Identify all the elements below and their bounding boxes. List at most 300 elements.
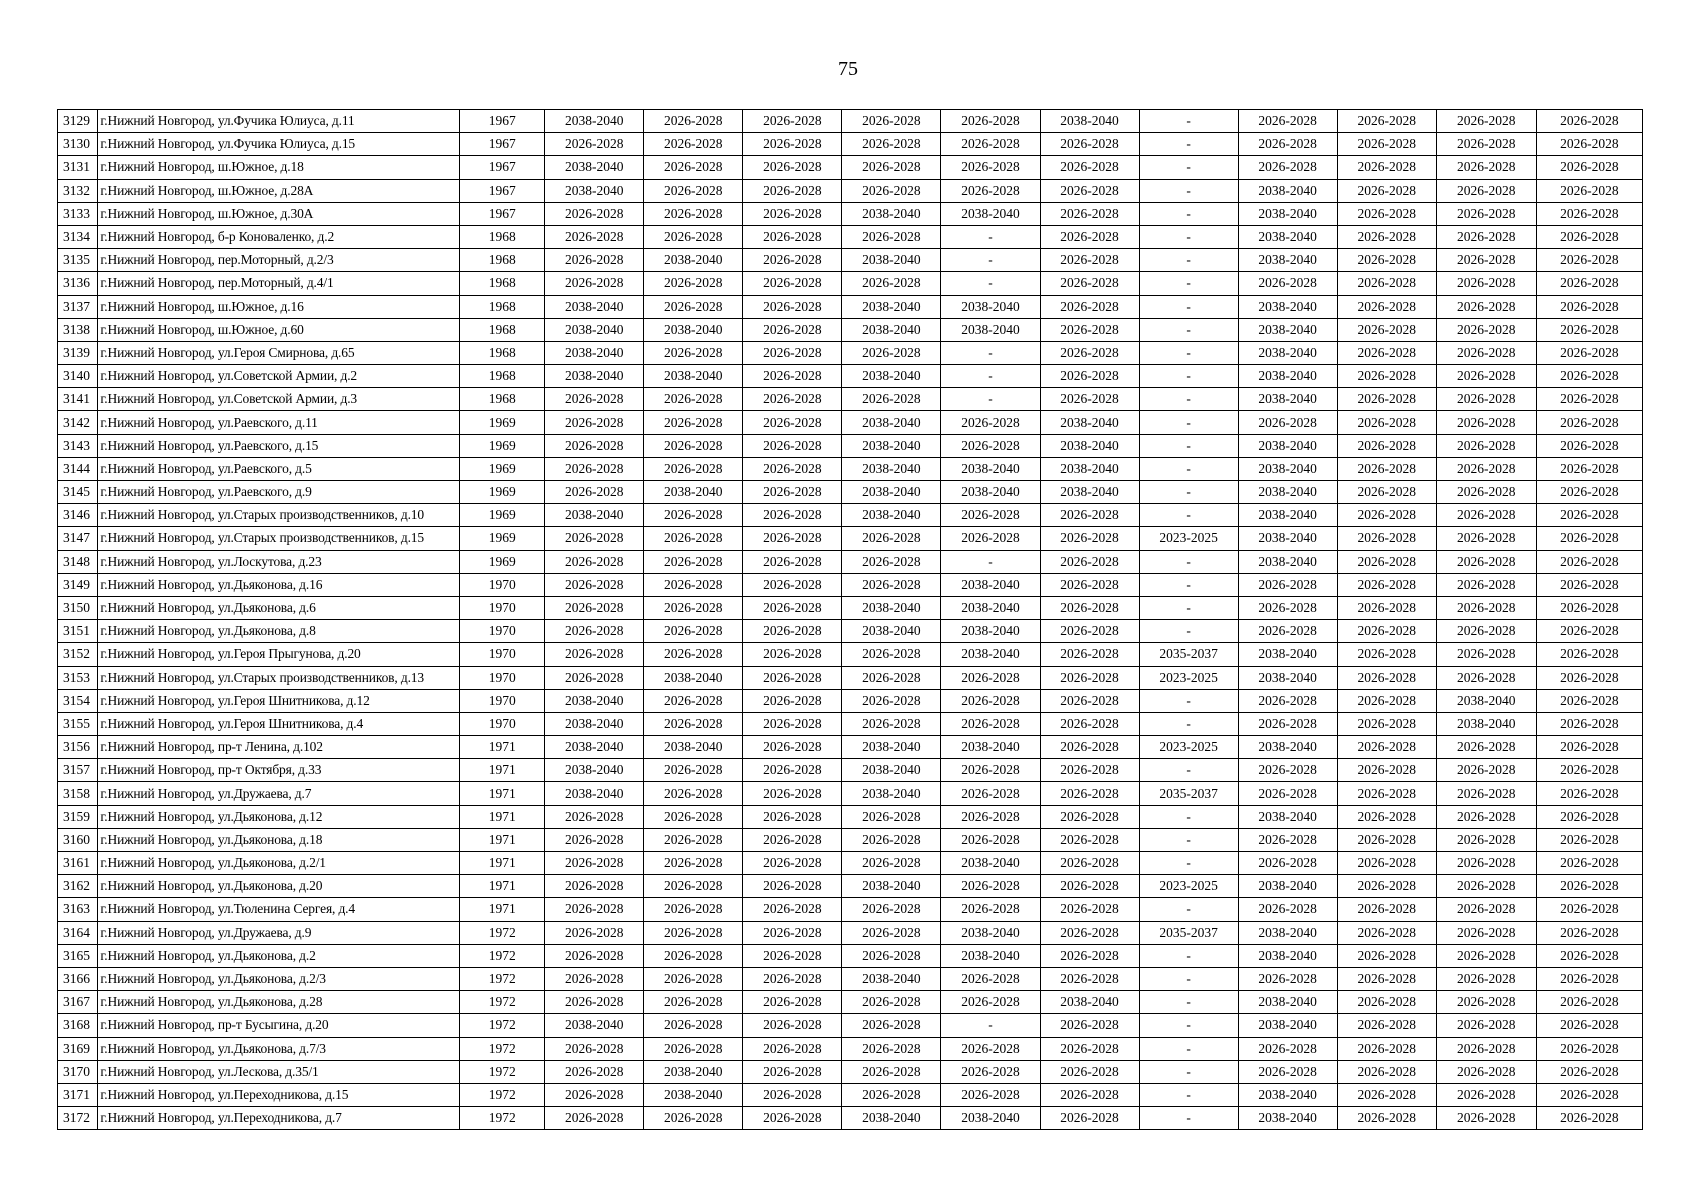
address-cell: г.Нижний Новгород, ш.Южное, д.30А bbox=[98, 202, 460, 225]
row-number-cell: 3134 bbox=[58, 225, 98, 248]
repair-period-cell: 2026-2028 bbox=[545, 596, 644, 619]
repair-period-cell: 2026-2028 bbox=[1536, 550, 1642, 573]
row-number-cell: 3168 bbox=[58, 1014, 98, 1037]
address-cell: г.Нижний Новгород, ул.Старых производственников, д.15 bbox=[98, 527, 460, 550]
row-number-cell: 3144 bbox=[58, 457, 98, 480]
repair-period-cell: 2026-2028 bbox=[743, 272, 842, 295]
repair-period-cell: 2038-2040 bbox=[644, 365, 743, 388]
repair-period-cell: 2026-2028 bbox=[743, 225, 842, 248]
repair-period-cell: 2038-2040 bbox=[941, 921, 1040, 944]
repair-period-cell: 2026-2028 bbox=[743, 620, 842, 643]
year-built-cell: 1972 bbox=[460, 944, 545, 967]
repair-period-cell: 2026-2028 bbox=[644, 944, 743, 967]
year-built-cell: 1972 bbox=[460, 1083, 545, 1106]
repair-period-cell: - bbox=[1139, 388, 1238, 411]
repair-period-cell: 2038-2040 bbox=[1238, 875, 1337, 898]
repair-period-cell: 2038-2040 bbox=[1238, 457, 1337, 480]
repair-period-cell: 2026-2028 bbox=[1238, 852, 1337, 875]
repair-period-cell: 2026-2028 bbox=[644, 898, 743, 921]
repair-period-cell: 2026-2028 bbox=[644, 643, 743, 666]
address-cell: г.Нижний Новгород, пер.Моторный, д.2/3 bbox=[98, 249, 460, 272]
repair-period-cell: 2026-2028 bbox=[1040, 272, 1139, 295]
repair-period-cell: 2026-2028 bbox=[1536, 481, 1642, 504]
year-built-cell: 1971 bbox=[460, 736, 545, 759]
repair-period-cell: 2026-2028 bbox=[1337, 1014, 1436, 1037]
repair-period-cell: 2026-2028 bbox=[743, 110, 842, 133]
repair-period-cell: 2026-2028 bbox=[941, 805, 1040, 828]
repair-period-cell: - bbox=[1139, 365, 1238, 388]
repair-period-cell: 2026-2028 bbox=[842, 828, 941, 851]
repair-period-cell: 2026-2028 bbox=[1040, 1014, 1139, 1037]
repair-period-cell: - bbox=[1139, 481, 1238, 504]
repair-period-cell: 2026-2028 bbox=[644, 967, 743, 990]
address-cell: г.Нижний Новгород, ул.Лескова, д.35/1 bbox=[98, 1060, 460, 1083]
repair-period-cell: 2026-2028 bbox=[1337, 1060, 1436, 1083]
repair-period-cell: 2026-2028 bbox=[1040, 875, 1139, 898]
repair-period-cell: 2038-2040 bbox=[941, 736, 1040, 759]
row-number-cell: 3141 bbox=[58, 388, 98, 411]
repair-period-cell: - bbox=[1139, 411, 1238, 434]
repair-period-cell: 2026-2028 bbox=[842, 179, 941, 202]
repair-period-cell: 2026-2028 bbox=[1040, 852, 1139, 875]
repair-period-cell: 2026-2028 bbox=[842, 156, 941, 179]
year-built-cell: 1968 bbox=[460, 388, 545, 411]
repair-period-cell: 2026-2028 bbox=[842, 341, 941, 364]
repair-period-cell: 2026-2028 bbox=[1436, 434, 1536, 457]
repair-period-cell: 2026-2028 bbox=[1040, 504, 1139, 527]
repair-period-cell: 2026-2028 bbox=[1040, 921, 1139, 944]
repair-period-cell: 2026-2028 bbox=[545, 828, 644, 851]
repair-period-cell: 2038-2040 bbox=[1238, 365, 1337, 388]
address-cell: г.Нижний Новгород, б-р Коноваленко, д.2 bbox=[98, 225, 460, 248]
repair-period-cell: 2026-2028 bbox=[1238, 898, 1337, 921]
repair-period-cell: 2026-2028 bbox=[1337, 875, 1436, 898]
repair-period-cell: 2038-2040 bbox=[1238, 1107, 1337, 1130]
address-cell: г.Нижний Новгород, ул.Героя Прыгунова, д.20 bbox=[98, 643, 460, 666]
address-cell: г.Нижний Новгород, ул.Дьяконова, д.20 bbox=[98, 875, 460, 898]
address-cell: г.Нижний Новгород, ул.Дьяконова, д.7/3 bbox=[98, 1037, 460, 1060]
repair-period-cell: 2026-2028 bbox=[545, 133, 644, 156]
year-built-cell: 1971 bbox=[460, 898, 545, 921]
repair-period-cell: 2026-2028 bbox=[743, 921, 842, 944]
repair-period-cell: 2026-2028 bbox=[842, 527, 941, 550]
year-built-cell: 1972 bbox=[460, 1014, 545, 1037]
row-number-cell: 3148 bbox=[58, 550, 98, 573]
repair-period-cell: 2026-2028 bbox=[1536, 967, 1642, 990]
repair-period-cell: 2026-2028 bbox=[644, 411, 743, 434]
repair-period-cell: 2026-2028 bbox=[1337, 434, 1436, 457]
repair-period-cell: 2038-2040 bbox=[1238, 527, 1337, 550]
table-row bbox=[58, 411, 1643, 434]
repair-period-cell: 2026-2028 bbox=[743, 782, 842, 805]
table-row bbox=[58, 156, 1643, 179]
repair-period-cell: - bbox=[1139, 898, 1238, 921]
address-cell: г.Нижний Новгород, ул.Дьяконова, д.18 bbox=[98, 828, 460, 851]
repair-period-cell: 2035-2037 bbox=[1139, 643, 1238, 666]
repair-period-cell: 2026-2028 bbox=[545, 481, 644, 504]
repair-period-cell: 2026-2028 bbox=[1337, 828, 1436, 851]
table-row bbox=[58, 573, 1643, 596]
repair-period-cell: 2026-2028 bbox=[941, 875, 1040, 898]
repair-period-cell: 2026-2028 bbox=[1436, 295, 1536, 318]
row-number-cell: 3151 bbox=[58, 620, 98, 643]
address-cell: г.Нижний Новгород, ш.Южное, д.18 bbox=[98, 156, 460, 179]
repair-period-cell: 2026-2028 bbox=[842, 110, 941, 133]
repair-period-cell: 2026-2028 bbox=[1536, 852, 1642, 875]
repair-period-cell: 2026-2028 bbox=[545, 898, 644, 921]
repair-period-cell: 2026-2028 bbox=[1436, 967, 1536, 990]
repair-period-cell: 2026-2028 bbox=[743, 736, 842, 759]
repair-period-cell: 2026-2028 bbox=[1536, 712, 1642, 735]
repair-period-cell: 2026-2028 bbox=[545, 411, 644, 434]
repair-period-cell: 2026-2028 bbox=[545, 991, 644, 1014]
repair-period-cell: - bbox=[1139, 202, 1238, 225]
repair-period-cell: 2026-2028 bbox=[1436, 550, 1536, 573]
repair-period-cell: 2026-2028 bbox=[1337, 225, 1436, 248]
repair-period-cell: 2038-2040 bbox=[1238, 225, 1337, 248]
repair-period-cell: - bbox=[1139, 1060, 1238, 1083]
repair-period-cell: 2026-2028 bbox=[743, 759, 842, 782]
repair-period-cell: 2026-2028 bbox=[1337, 643, 1436, 666]
repair-period-cell: 2026-2028 bbox=[1337, 249, 1436, 272]
repair-period-cell: 2026-2028 bbox=[1436, 898, 1536, 921]
repair-period-cell: 2026-2028 bbox=[842, 805, 941, 828]
row-number-cell: 3140 bbox=[58, 365, 98, 388]
address-cell: г.Нижний Новгород, ул.Героя Шнитникова, д.4 bbox=[98, 712, 460, 735]
repair-period-cell: 2026-2028 bbox=[1436, 110, 1536, 133]
repair-period-cell: 2026-2028 bbox=[1436, 944, 1536, 967]
repair-period-cell: 2026-2028 bbox=[1536, 504, 1642, 527]
repair-period-cell: 2026-2028 bbox=[1238, 828, 1337, 851]
repair-period-cell: - bbox=[1139, 133, 1238, 156]
repair-period-cell: 2038-2040 bbox=[842, 736, 941, 759]
row-number-cell: 3162 bbox=[58, 875, 98, 898]
year-built-cell: 1970 bbox=[460, 712, 545, 735]
repair-period-cell: 2026-2028 bbox=[644, 1037, 743, 1060]
repair-period-cell: - bbox=[1139, 805, 1238, 828]
repair-period-cell: 2026-2028 bbox=[743, 1083, 842, 1106]
repair-period-cell: 2026-2028 bbox=[1040, 782, 1139, 805]
address-cell: г.Нижний Новгород, ул.Дьяконова, д.2/1 bbox=[98, 852, 460, 875]
repair-period-cell: 2026-2028 bbox=[1337, 712, 1436, 735]
repair-period-cell: 2026-2028 bbox=[644, 620, 743, 643]
address-cell: г.Нижний Новгород, ул.Старых производственников, д.10 bbox=[98, 504, 460, 527]
repair-period-cell: 2026-2028 bbox=[1536, 156, 1642, 179]
repair-period-cell: 2026-2028 bbox=[1040, 225, 1139, 248]
repair-period-cell: 2026-2028 bbox=[1536, 1014, 1642, 1037]
repair-period-cell: 2038-2040 bbox=[1040, 457, 1139, 480]
repair-period-cell: 2026-2028 bbox=[545, 225, 644, 248]
repair-period-cell: 2026-2028 bbox=[1040, 805, 1139, 828]
year-built-cell: 1968 bbox=[460, 341, 545, 364]
row-number-cell: 3137 bbox=[58, 295, 98, 318]
repair-period-cell: 2038-2040 bbox=[842, 875, 941, 898]
repair-period-cell: 2038-2040 bbox=[1238, 179, 1337, 202]
repair-period-cell: 2038-2040 bbox=[941, 596, 1040, 619]
repair-period-cell: 2026-2028 bbox=[842, 1037, 941, 1060]
year-built-cell: 1970 bbox=[460, 689, 545, 712]
repair-period-cell: 2026-2028 bbox=[1436, 318, 1536, 341]
year-built-cell: 1971 bbox=[460, 782, 545, 805]
repair-period-cell: 2026-2028 bbox=[644, 782, 743, 805]
repair-period-cell: 2026-2028 bbox=[743, 991, 842, 1014]
repair-period-cell: 2026-2028 bbox=[1040, 944, 1139, 967]
table-body bbox=[58, 110, 1643, 1130]
repair-period-cell: 2026-2028 bbox=[941, 527, 1040, 550]
repair-period-cell: 2038-2040 bbox=[545, 689, 644, 712]
year-built-cell: 1969 bbox=[460, 434, 545, 457]
repair-period-cell: 2026-2028 bbox=[644, 457, 743, 480]
repair-period-cell: 2026-2028 bbox=[743, 295, 842, 318]
repair-period-cell: 2026-2028 bbox=[1436, 527, 1536, 550]
repair-period-cell: 2026-2028 bbox=[1436, 759, 1536, 782]
year-built-cell: 1971 bbox=[460, 805, 545, 828]
repair-period-cell: 2026-2028 bbox=[743, 341, 842, 364]
year-built-cell: 1969 bbox=[460, 411, 545, 434]
address-cell: г.Нижний Новгород, ул.Дьяконова, д.12 bbox=[98, 805, 460, 828]
repair-period-cell: 2026-2028 bbox=[1040, 643, 1139, 666]
repair-period-cell: 2026-2028 bbox=[1040, 179, 1139, 202]
year-built-cell: 1969 bbox=[460, 527, 545, 550]
repair-period-cell: 2026-2028 bbox=[842, 921, 941, 944]
repair-period-cell: 2026-2028 bbox=[743, 666, 842, 689]
repair-period-cell: 2038-2040 bbox=[1238, 666, 1337, 689]
repair-period-cell: 2026-2028 bbox=[545, 944, 644, 967]
repair-period-cell: 2026-2028 bbox=[1040, 295, 1139, 318]
repair-period-cell: - bbox=[941, 225, 1040, 248]
table-row bbox=[58, 875, 1643, 898]
repair-period-cell: 2026-2028 bbox=[1337, 736, 1436, 759]
repair-period-cell: 2026-2028 bbox=[644, 852, 743, 875]
repair-period-cell: 2026-2028 bbox=[941, 828, 1040, 851]
repair-period-cell: 2026-2028 bbox=[743, 944, 842, 967]
repair-period-cell: 2023-2025 bbox=[1139, 527, 1238, 550]
repair-period-cell: 2023-2025 bbox=[1139, 875, 1238, 898]
repair-period-cell: 2026-2028 bbox=[941, 411, 1040, 434]
repair-period-cell: 2026-2028 bbox=[545, 1037, 644, 1060]
repair-period-cell: 2026-2028 bbox=[1436, 481, 1536, 504]
repair-period-cell: 2038-2040 bbox=[1238, 341, 1337, 364]
year-built-cell: 1969 bbox=[460, 481, 545, 504]
repair-period-cell: 2026-2028 bbox=[644, 550, 743, 573]
table-row bbox=[58, 457, 1643, 480]
repair-period-cell: 2026-2028 bbox=[743, 573, 842, 596]
repair-period-cell: 2026-2028 bbox=[1040, 249, 1139, 272]
repair-period-cell: 2026-2028 bbox=[842, 1014, 941, 1037]
repair-period-cell: 2026-2028 bbox=[1337, 573, 1436, 596]
repair-period-cell: 2026-2028 bbox=[842, 272, 941, 295]
repair-period-cell: 2038-2040 bbox=[842, 1107, 941, 1130]
repair-period-cell: 2026-2028 bbox=[1436, 596, 1536, 619]
repair-period-cell: 2026-2028 bbox=[1337, 272, 1436, 295]
repair-period-cell: 2026-2028 bbox=[743, 504, 842, 527]
repair-period-cell: 2026-2028 bbox=[1436, 411, 1536, 434]
repair-period-cell: 2026-2028 bbox=[1436, 457, 1536, 480]
table-row bbox=[58, 712, 1643, 735]
repair-period-cell: - bbox=[1139, 156, 1238, 179]
repair-period-cell: - bbox=[1139, 295, 1238, 318]
repair-period-cell: 2026-2028 bbox=[1040, 1083, 1139, 1106]
repair-period-cell: 2026-2028 bbox=[1436, 620, 1536, 643]
table-row bbox=[58, 550, 1643, 573]
repair-period-cell: 2026-2028 bbox=[545, 643, 644, 666]
address-cell: г.Нижний Новгород, пр-т Бусыгина, д.20 bbox=[98, 1014, 460, 1037]
repair-period-cell: 2026-2028 bbox=[1040, 527, 1139, 550]
row-number-cell: 3159 bbox=[58, 805, 98, 828]
repair-period-cell: 2026-2028 bbox=[545, 457, 644, 480]
row-number-cell: 3165 bbox=[58, 944, 98, 967]
repair-period-cell: 2026-2028 bbox=[743, 1107, 842, 1130]
address-cell: г.Нижний Новгород, ул.Советской Армии, д.3 bbox=[98, 388, 460, 411]
year-built-cell: 1970 bbox=[460, 643, 545, 666]
repair-period-cell: 2026-2028 bbox=[1536, 249, 1642, 272]
repair-period-cell: 2026-2028 bbox=[1337, 411, 1436, 434]
repair-period-cell: 2026-2028 bbox=[1436, 1107, 1536, 1130]
repair-period-cell: 2026-2028 bbox=[1337, 504, 1436, 527]
year-built-cell: 1968 bbox=[460, 225, 545, 248]
repair-period-cell: 2026-2028 bbox=[545, 202, 644, 225]
repair-period-cell: 2026-2028 bbox=[644, 133, 743, 156]
repair-period-cell: 2026-2028 bbox=[842, 1083, 941, 1106]
repair-period-cell: 2026-2028 bbox=[842, 712, 941, 735]
row-number-cell: 3171 bbox=[58, 1083, 98, 1106]
repair-period-cell: 2038-2040 bbox=[545, 759, 644, 782]
repair-period-cell: 2026-2028 bbox=[1337, 156, 1436, 179]
repair-period-cell: - bbox=[1139, 110, 1238, 133]
repair-period-cell: 2026-2028 bbox=[1337, 365, 1436, 388]
repair-period-cell: 2038-2040 bbox=[842, 782, 941, 805]
repair-period-cell: 2038-2040 bbox=[1040, 110, 1139, 133]
row-number-cell: 3129 bbox=[58, 110, 98, 133]
repair-period-cell: 2026-2028 bbox=[1238, 712, 1337, 735]
repair-period-cell: - bbox=[1139, 573, 1238, 596]
row-number-cell: 3133 bbox=[58, 202, 98, 225]
repair-period-cell: - bbox=[1139, 1014, 1238, 1037]
row-number-cell: 3153 bbox=[58, 666, 98, 689]
repair-period-cell: 2026-2028 bbox=[1040, 133, 1139, 156]
address-cell: г.Нижний Новгород, ул.Дьяконова, д.6 bbox=[98, 596, 460, 619]
repair-period-cell: 2026-2028 bbox=[644, 295, 743, 318]
table-row bbox=[58, 388, 1643, 411]
repair-period-cell: 2026-2028 bbox=[1040, 1060, 1139, 1083]
row-number-cell: 3135 bbox=[58, 249, 98, 272]
repair-period-cell: 2026-2028 bbox=[743, 179, 842, 202]
repair-period-cell: 2026-2028 bbox=[743, 1014, 842, 1037]
repair-period-cell: 2026-2028 bbox=[1040, 1107, 1139, 1130]
repair-period-cell: 2026-2028 bbox=[1040, 573, 1139, 596]
repair-period-cell: 2026-2028 bbox=[743, 365, 842, 388]
repair-period-cell: - bbox=[1139, 249, 1238, 272]
table-row bbox=[58, 527, 1643, 550]
repair-period-cell: 2026-2028 bbox=[1436, 991, 1536, 1014]
repair-period-cell: 2026-2028 bbox=[743, 875, 842, 898]
year-built-cell: 1967 bbox=[460, 133, 545, 156]
row-number-cell: 3155 bbox=[58, 712, 98, 735]
repair-period-cell: 2026-2028 bbox=[1536, 620, 1642, 643]
repair-period-cell: 2026-2028 bbox=[1238, 620, 1337, 643]
year-built-cell: 1967 bbox=[460, 179, 545, 202]
repair-period-cell: 2026-2028 bbox=[1337, 967, 1436, 990]
repair-period-cell: 2038-2040 bbox=[545, 712, 644, 735]
repair-period-cell: 2026-2028 bbox=[743, 1037, 842, 1060]
repair-period-cell: 2026-2028 bbox=[842, 944, 941, 967]
repair-period-cell: 2026-2028 bbox=[1040, 1037, 1139, 1060]
repair-period-cell: 2026-2028 bbox=[1337, 596, 1436, 619]
repair-period-cell: 2026-2028 bbox=[842, 689, 941, 712]
repair-period-cell: 2026-2028 bbox=[1040, 828, 1139, 851]
table-row bbox=[58, 759, 1643, 782]
row-number-cell: 3132 bbox=[58, 179, 98, 202]
repair-period-cell: 2026-2028 bbox=[644, 991, 743, 1014]
repair-period-cell: 2038-2040 bbox=[545, 179, 644, 202]
repair-period-cell: 2038-2040 bbox=[1436, 712, 1536, 735]
repair-period-cell: 2026-2028 bbox=[545, 852, 644, 875]
repair-period-cell: 2038-2040 bbox=[842, 434, 941, 457]
repair-period-cell: 2026-2028 bbox=[941, 1083, 1040, 1106]
row-number-cell: 3172 bbox=[58, 1107, 98, 1130]
repair-period-cell: - bbox=[1139, 712, 1238, 735]
table-row bbox=[58, 133, 1643, 156]
year-built-cell: 1972 bbox=[460, 921, 545, 944]
repair-period-cell: 2026-2028 bbox=[842, 388, 941, 411]
repair-period-cell: 2026-2028 bbox=[1436, 1014, 1536, 1037]
address-cell: г.Нижний Новгород, ш.Южное, д.28А bbox=[98, 179, 460, 202]
repair-period-cell: 2026-2028 bbox=[644, 712, 743, 735]
year-built-cell: 1968 bbox=[460, 318, 545, 341]
repair-period-cell: 2026-2028 bbox=[1337, 295, 1436, 318]
repair-period-cell: 2038-2040 bbox=[1238, 481, 1337, 504]
repair-period-cell: 2026-2028 bbox=[743, 712, 842, 735]
repair-period-cell: 2038-2040 bbox=[1238, 202, 1337, 225]
repair-period-cell: 2026-2028 bbox=[743, 550, 842, 573]
repair-period-cell: 2026-2028 bbox=[743, 596, 842, 619]
repair-period-cell: 2038-2040 bbox=[1238, 991, 1337, 1014]
repair-period-cell: 2026-2028 bbox=[1040, 365, 1139, 388]
year-built-cell: 1971 bbox=[460, 828, 545, 851]
address-cell: г.Нижний Новгород, ул.Раевского, д.9 bbox=[98, 481, 460, 504]
repair-period-cell: 2026-2028 bbox=[1337, 481, 1436, 504]
table-row bbox=[58, 828, 1643, 851]
row-number-cell: 3161 bbox=[58, 852, 98, 875]
repair-period-cell: 2026-2028 bbox=[1436, 666, 1536, 689]
repair-period-cell: 2026-2028 bbox=[743, 411, 842, 434]
repair-period-cell: 2026-2028 bbox=[1040, 666, 1139, 689]
year-built-cell: 1970 bbox=[460, 666, 545, 689]
row-number-cell: 3158 bbox=[58, 782, 98, 805]
repair-period-cell: 2026-2028 bbox=[1536, 133, 1642, 156]
repair-period-cell: - bbox=[1139, 457, 1238, 480]
repair-period-cell: - bbox=[941, 550, 1040, 573]
year-built-cell: 1972 bbox=[460, 1107, 545, 1130]
repair-period-cell: 2026-2028 bbox=[941, 179, 1040, 202]
repair-period-cell: 2026-2028 bbox=[1536, 596, 1642, 619]
repair-period-cell: 2038-2040 bbox=[941, 295, 1040, 318]
repair-period-cell: 2026-2028 bbox=[545, 921, 644, 944]
repair-period-cell: 2026-2028 bbox=[1536, 365, 1642, 388]
repair-period-cell: 2026-2028 bbox=[1536, 736, 1642, 759]
repair-period-cell: - bbox=[941, 272, 1040, 295]
repair-period-cell: 2026-2028 bbox=[1436, 341, 1536, 364]
year-built-cell: 1972 bbox=[460, 967, 545, 990]
repair-period-cell: 2026-2028 bbox=[743, 481, 842, 504]
repair-period-cell: 2026-2028 bbox=[941, 133, 1040, 156]
repair-period-cell: - bbox=[1139, 272, 1238, 295]
repair-period-cell: 2026-2028 bbox=[1040, 712, 1139, 735]
repair-period-cell: 2026-2028 bbox=[1436, 202, 1536, 225]
repair-period-cell: 2038-2040 bbox=[1238, 388, 1337, 411]
repair-period-cell: 2038-2040 bbox=[1238, 504, 1337, 527]
repair-period-cell: - bbox=[1139, 504, 1238, 527]
